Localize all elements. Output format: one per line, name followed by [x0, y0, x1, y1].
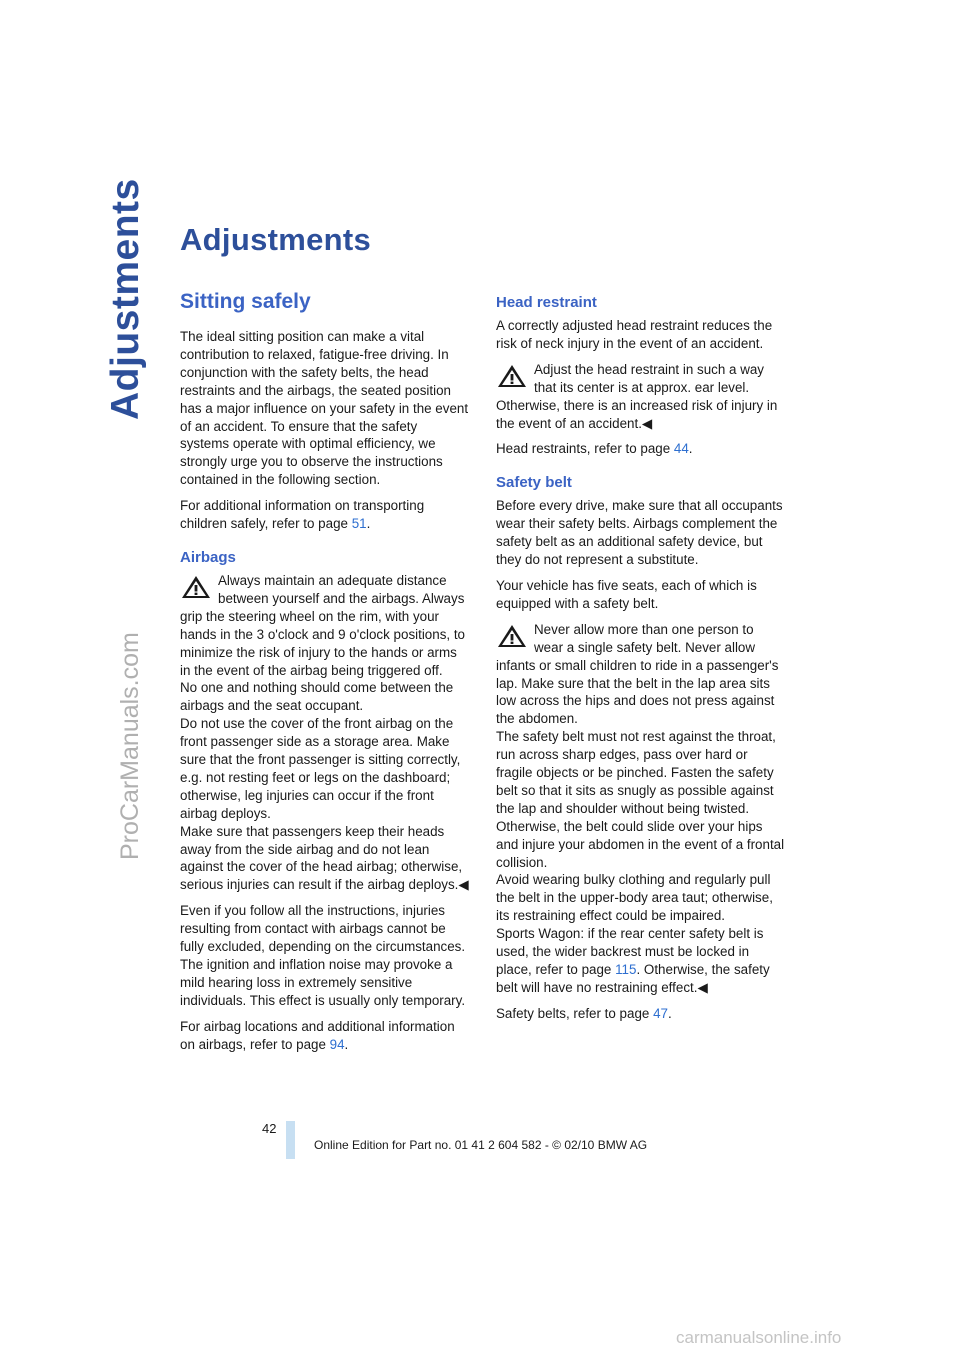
head-restraint-title: Head restraint [496, 294, 597, 311]
head-restraint-paragraph: A correctly adjusted head restraint reduces the risk of neck injury in the event of an accident. [496, 318, 773, 351]
section-title: Sitting safely [180, 290, 311, 313]
chapter-title: Adjustments [180, 222, 372, 257]
watermark-left: ProCarManuals.com [116, 632, 144, 860]
airbags-warning: Always maintain an adequate distance between yourself and the airbags. Always grip the steering wheel on the rim, with your hands in the 3 o'clock and 9 o'clock positions, to minimize the risk of injury to the hands or arms in the event of the airbag being triggered off. No one and nothing should come between the airbags and the seat occupant. Do not use the cover of the front airbag on the front passenger side as a storage area. Make sure that the front passenger is sitting correctly, e.g. not resting feet or legs on the dashboard; otherwise, leg injuries can occur if the front airbag deploys. Make sure that passengers keep their heads away from the side airbag and do not lean against the cover of the head airbag; otherwise, serious injuries can result if the airbag deploys.◀ [180, 572, 469, 893]
page-link-47[interactable]: 47 [653, 1005, 668, 1021]
footer-bar [286, 1121, 295, 1159]
children-paragraph: For additional information on transporting children safely, refer to page 51. [180, 498, 425, 532]
page-number: 42 [262, 1121, 277, 1136]
head-restraint-ref: Head restraints, refer to page 44. [496, 441, 693, 457]
footer-edition: Online Edition for Part no. 01 41 2 604 582 - © 02/10 BMW AG [314, 1138, 648, 1152]
right-column [496, 294, 786, 1031]
page-link-51[interactable]: 51 [351, 516, 367, 532]
watermark-bottom: carmanualsonline.info [676, 1328, 842, 1347]
safety-belts-ref: Safety belts, refer to page 47. [496, 1005, 672, 1021]
warning-triangle-icon [496, 623, 528, 649]
airbags-title: Airbags [180, 548, 236, 566]
warning-triangle-icon [496, 363, 528, 389]
intro-paragraph: The ideal sitting position can make a vital contribution to relaxed, fatigue-free driving. In conjunction with the safety belts, the head restraints and the airbags, the seated position has a major influence on your safety in the event of an accident. To ensure that the safety systems operate with optimal efficiency, we strongly urge you to observe the instructions contained in the following section. [180, 329, 469, 488]
airbags-locations-paragraph: For airbag locations and additional information on airbags, refer to page 94. [180, 1018, 455, 1052]
page-link-115[interactable]: 115 [615, 962, 637, 977]
side-tab-label: Adjustments [104, 178, 147, 420]
page-link-94[interactable]: 94 [329, 1036, 345, 1052]
head-restraint-warning: Adjust the head restraint in such a way that its center is at approx. ear level. Otherwise, there is an increased risk of injury in the event of an accident.◀ [496, 361, 778, 431]
warning-triangle-icon [180, 574, 212, 600]
airbags-paragraph: Even if you follow all the instructions, injuries resulting from contact with airbags cannot be fully excluded, depending on the circumstances. The ignition and inflation noise may provoke a mild hearing loss in extremely sensitive individuals. This effect is usually only temporary. [180, 903, 466, 1008]
seats-paragraph: Your vehicle has five seats, each of which is equipped with a safety belt. [496, 577, 757, 611]
page-link-44[interactable]: 44 [673, 441, 689, 457]
safety-belt-warning: Never allow more than one person to wear a single safety belt. Never allow infants or small children to ride in a passenger's lap. Make sure that the belt in the lap area sits low across the hips and does not press against the abdomen. The safety belt must not rest against the throat, run across sharp edges, pass over hard or fragile objects or be pinched. Fasten the safety belt so that it sits as snugly as possible against the lap and shoulder without being twisted. Otherwise, the belt could slide over your hips and injure your abdomen in the event of a frontal collision. Avoid wearing bulky clothing and regularly pull the belt in the upper-body area taut; otherwise, its restraining effect could be impaired. Sports Wagon: if the rear center safety belt is used, the wider backrest must be locked in place, refer to page 115. Otherwise, the safety belt will have no restraining effect.◀ [496, 621, 785, 995]
safety-belt-title: Safety belt [496, 474, 572, 492]
left-column [180, 290, 470, 1062]
safety-belt-paragraph: Before every drive, make sure that all occupants wear their safety belts. Airbags complement the safety belt as an additional safety device, but they do not represent a substitute. [496, 498, 783, 568]
